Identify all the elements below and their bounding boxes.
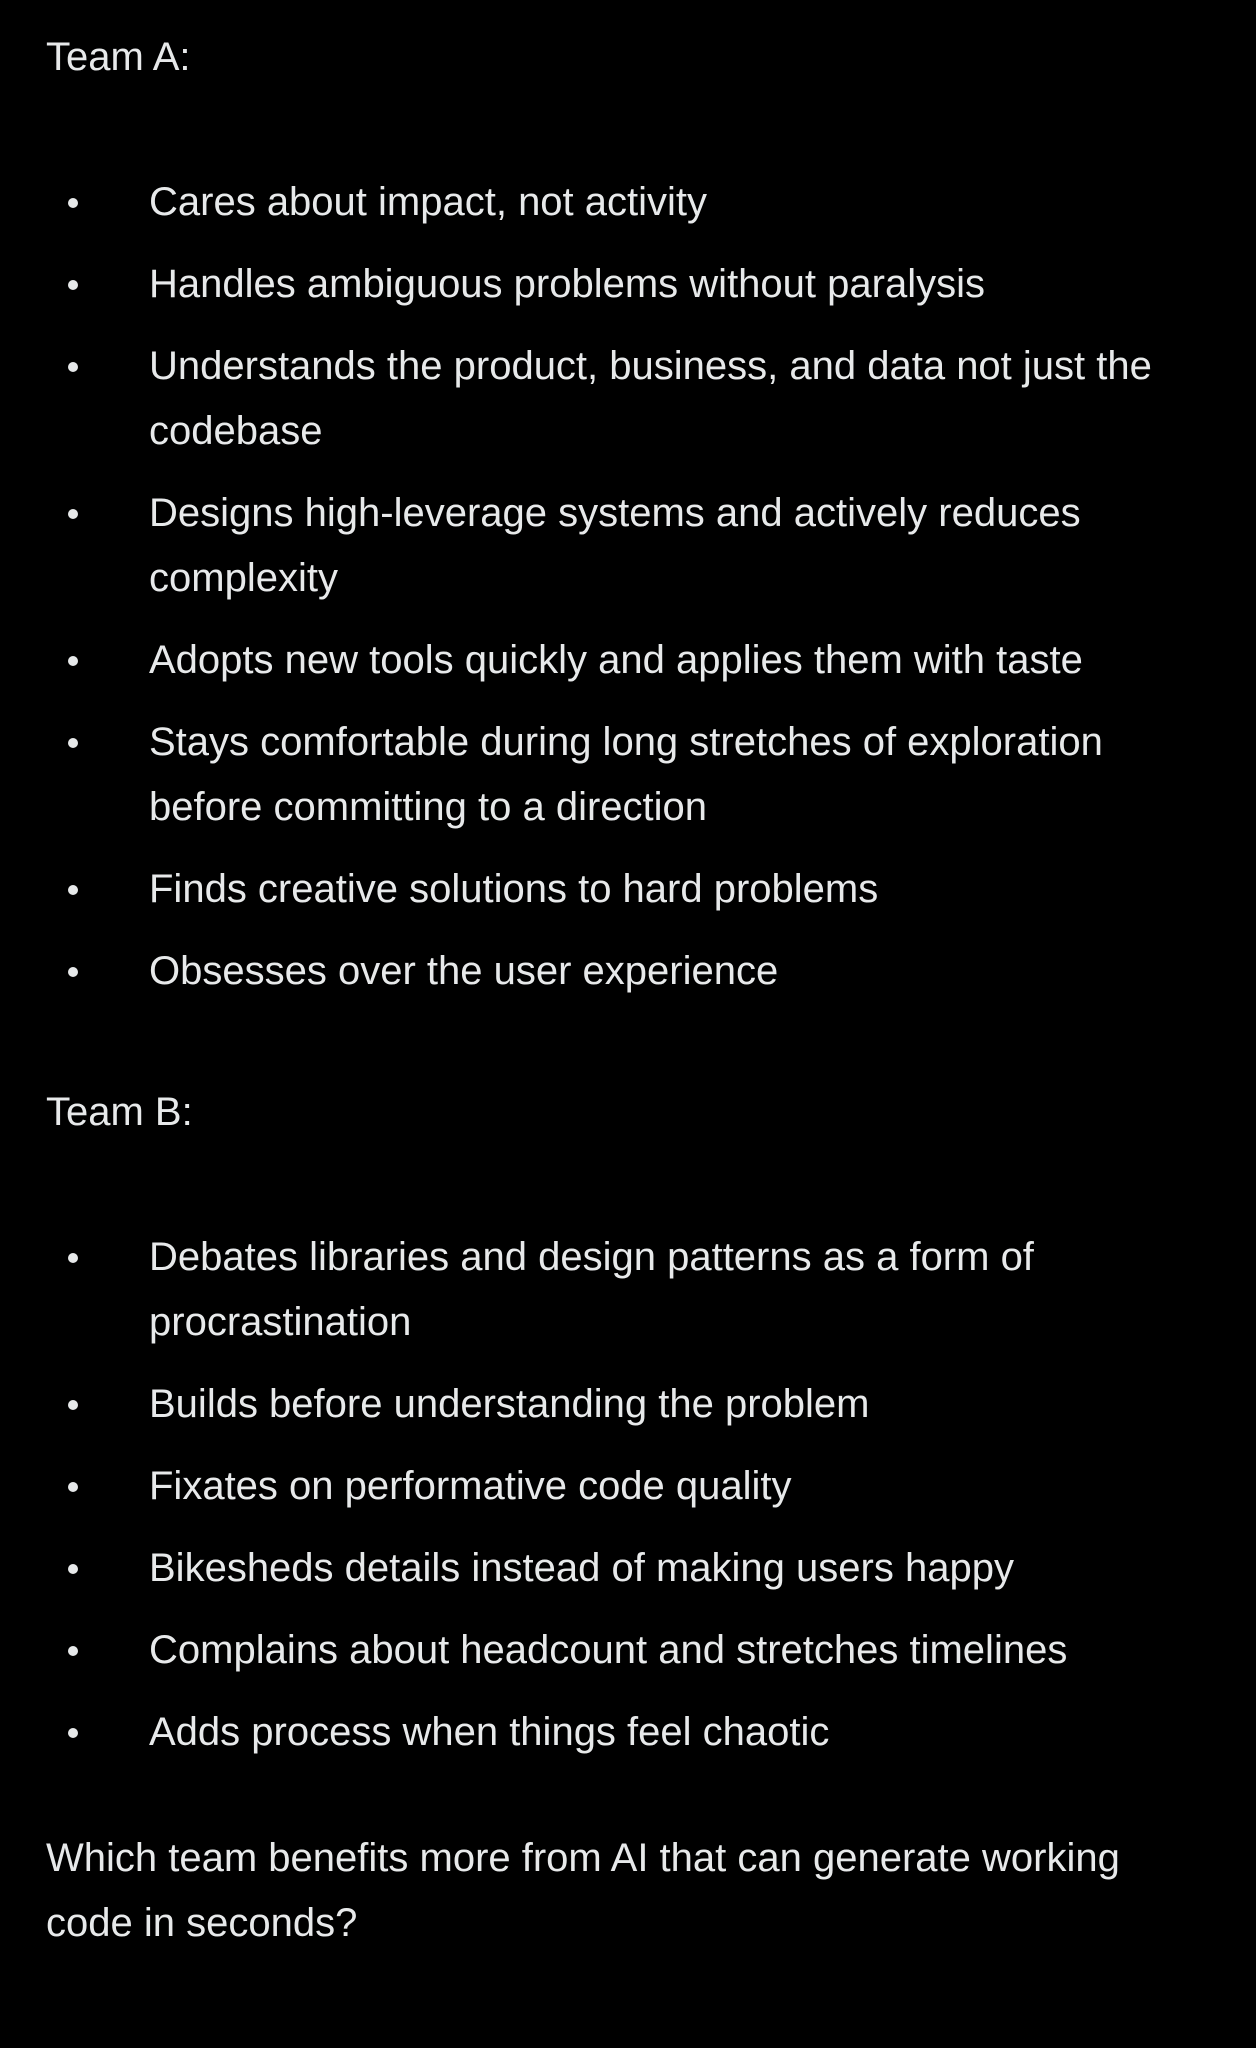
team-a-list [46, 170, 1216, 1004]
bullet-icon [68, 1564, 78, 1574]
bullet-icon [68, 509, 78, 519]
bullet-icon [68, 1728, 78, 1738]
team-b-heading: Team B: [46, 1090, 193, 1134]
list-item-text: Builds before understanding the problem [149, 1382, 870, 1426]
list-item-text: Adopts new tools quickly and applies them with taste [149, 638, 1083, 682]
list-item-text: Debates libraries and design patterns as a form of procrastination [149, 1235, 1034, 1344]
bullet-icon [68, 967, 78, 977]
list-item-text: Cares about impact, not activity [149, 180, 708, 224]
list-item-text: Obsesses over the user experience [149, 949, 779, 993]
list-item [46, 628, 1216, 693]
list-item [46, 1454, 1216, 1519]
team-b-list [46, 1225, 1216, 1765]
list-item [46, 252, 1216, 317]
bullet-icon [68, 738, 78, 748]
bullet-icon [68, 1482, 78, 1492]
list-item-text: Adds process when things feel chaotic [149, 1710, 830, 1754]
list-item [46, 334, 1216, 464]
list-item-text: Bikesheds details instead of making users happy [149, 1546, 1014, 1590]
list-item-text: Handles ambiguous problems without paralysis [149, 262, 985, 306]
list-item-text: Understands the product, business, and data not just the codebase [149, 344, 1152, 453]
list-item [46, 170, 1216, 235]
bullet-icon [68, 1400, 78, 1410]
list-item-text: Designs high-leverage systems and actively reduces complexity [149, 491, 1081, 600]
list-item [46, 1700, 1216, 1765]
bullet-icon [68, 1253, 78, 1263]
list-item-text: Stays comfortable during long stretches of exploration before committing to a direction [149, 720, 1103, 829]
list-item [46, 481, 1216, 611]
closing-question: Which team benefits more from AI that can generate working code in seconds? [46, 1836, 1120, 1945]
list-item [46, 1618, 1216, 1683]
list-item-text: Finds creative solutions to hard problems [149, 867, 879, 911]
post-body [46, 25, 1216, 1956]
team-a-heading: Team A: [46, 35, 191, 79]
list-item [46, 1225, 1216, 1355]
bullet-icon [68, 1646, 78, 1656]
bullet-icon [68, 656, 78, 666]
list-item [46, 710, 1216, 840]
list-item [46, 857, 1216, 922]
list-item [46, 939, 1216, 1004]
list-item [46, 1372, 1216, 1437]
list-item-text: Complains about headcount and stretches timelines [149, 1628, 1068, 1672]
list-item-text: Fixates on performative code quality [149, 1464, 792, 1508]
bullet-icon [68, 280, 78, 290]
bullet-icon [68, 362, 78, 372]
bullet-icon [68, 885, 78, 895]
bullet-icon [68, 198, 78, 208]
list-item [46, 1536, 1216, 1601]
